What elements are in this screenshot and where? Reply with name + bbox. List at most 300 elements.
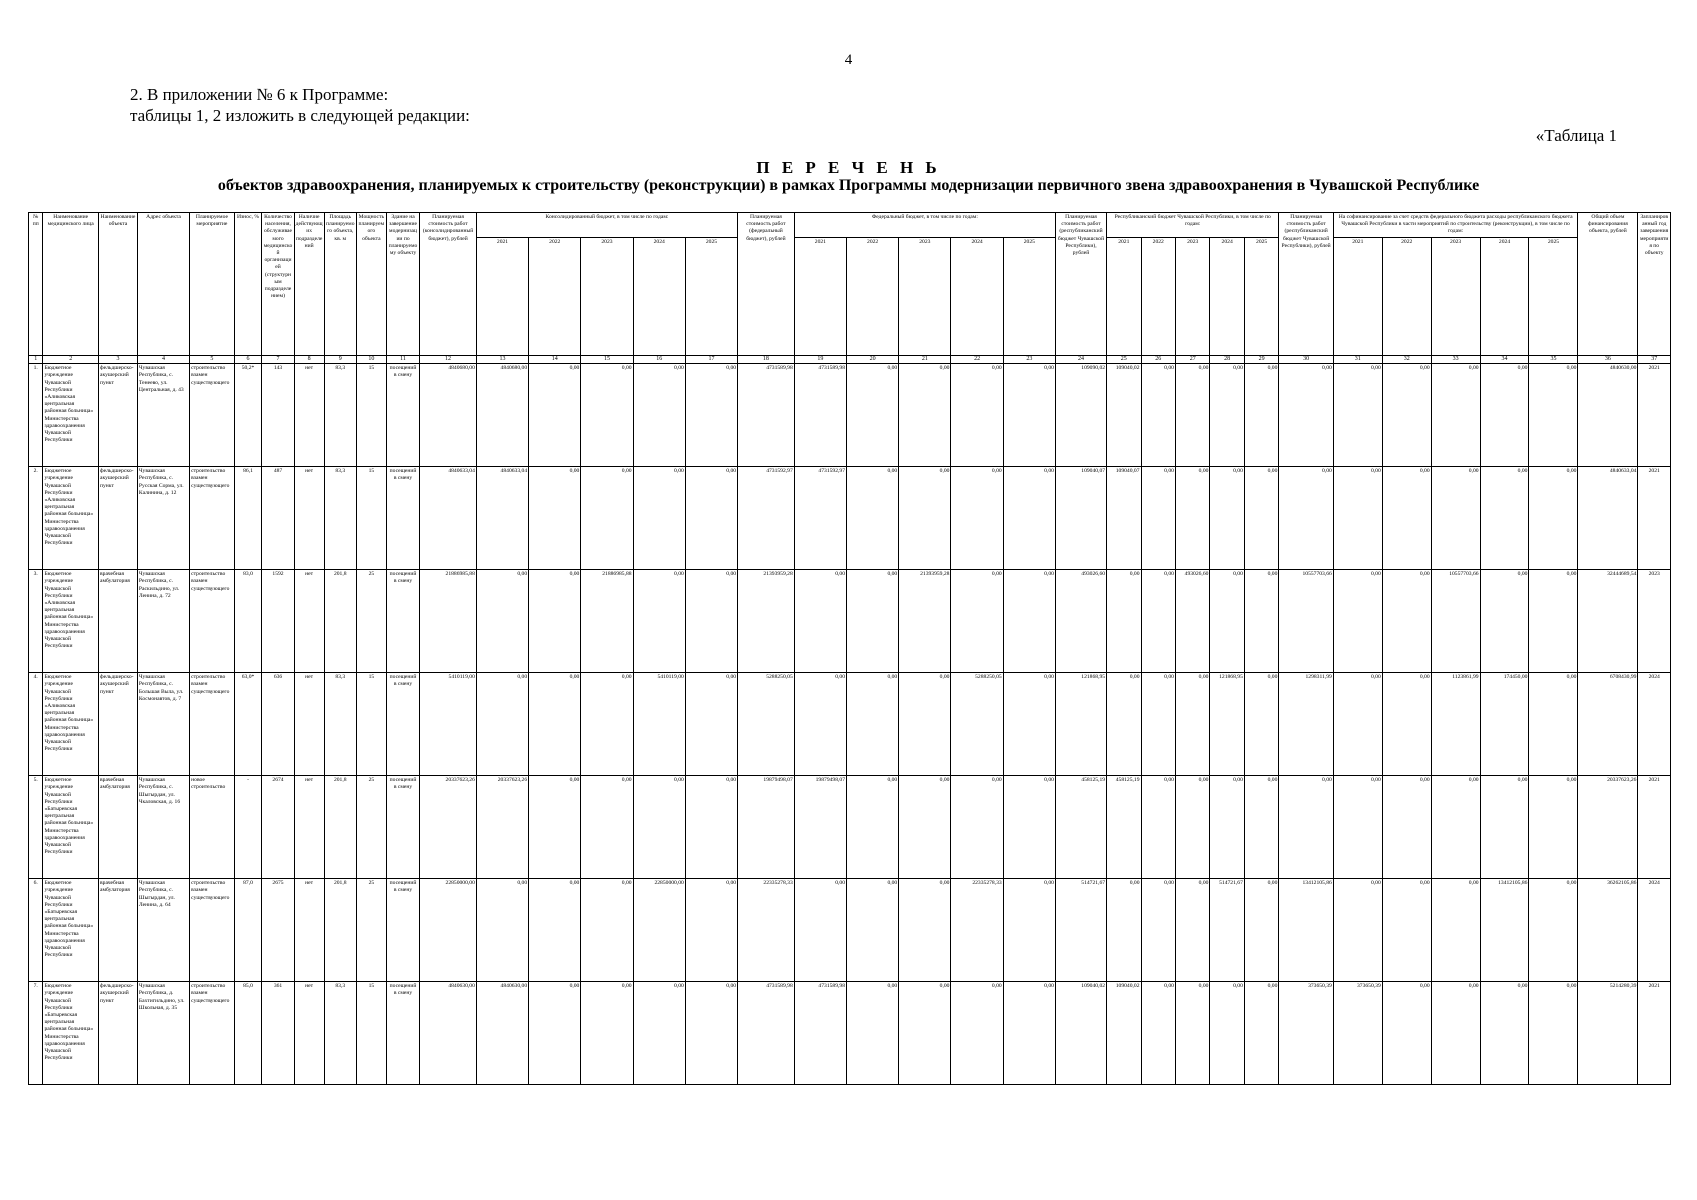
table-cell: 10557703,66 (1279, 570, 1333, 673)
table-cell: посещений в смену (386, 673, 419, 776)
table-cell: 0,00 (794, 570, 846, 673)
header-group-cell: Федеральный бюджет, в том числе по годам: (794, 213, 1055, 238)
table-cell: 2021 (1638, 364, 1671, 467)
table-cell: 15 (356, 673, 386, 776)
table-cell: 0,00 (1244, 673, 1279, 776)
table-cell: 0,00 (1529, 673, 1578, 776)
column-number-cell: 21 (899, 356, 951, 364)
column-number-cell: 2 (43, 356, 99, 364)
table-cell: 0,00 (1244, 879, 1279, 982)
table-cell: 0,00 (1333, 467, 1382, 570)
header-cell: Общий объем финансирования объекта, рублей (1578, 213, 1638, 356)
table-cell: Бюджетное учреждение Чувашской Республики «Батыревская центральная районная больница» Министерства здравоохранения Чувашской Республики (43, 879, 99, 982)
table-cell: 0,00 (847, 982, 899, 1085)
table-cell: 514721,67 (1210, 879, 1244, 982)
table-cell: посещений в смену (386, 570, 419, 673)
column-number-cell: 30 (1279, 356, 1333, 364)
table-cell: 2021 (1638, 982, 1671, 1085)
table-cell: 1. (29, 364, 43, 467)
column-number-cell: 5 (190, 356, 234, 364)
header-row-1 (29, 213, 1671, 238)
table-cell: 0,00 (1480, 467, 1529, 570)
table-cell: 4731592,97 (738, 467, 795, 570)
table-cell: 15 (356, 467, 386, 570)
table-cell: 0,00 (1529, 879, 1578, 982)
table-cell: 0,00 (1431, 879, 1480, 982)
table-cell: 4840633,04 (476, 467, 528, 570)
table-cell: 0,00 (951, 364, 1003, 467)
table-cell: 0,00 (581, 364, 633, 467)
header-cell: Площадь планируемого объекта, кв. м (324, 213, 356, 356)
table-cell: 4840630,00 (1578, 364, 1638, 467)
header-group-cell: Консолидированный бюджет, в том числе по годам: (476, 213, 737, 238)
table-cell: 0,00 (1003, 673, 1055, 776)
table-cell: 0,00 (1382, 467, 1431, 570)
table-cell: 0,00 (1529, 776, 1578, 879)
document-title: П Е Р Е Ч Е Н Ь (756, 158, 941, 177)
column-number-cell: 14 (529, 356, 581, 364)
table-cell: нет (294, 673, 324, 776)
table-cell: 0,00 (1003, 467, 1055, 570)
column-number-cell: 18 (738, 356, 795, 364)
year-cell: 2025 (685, 237, 737, 355)
table-cell: 0,00 (899, 467, 951, 570)
table-cell: 0,00 (476, 879, 528, 982)
column-number-cell: 24 (1055, 356, 1106, 364)
column-number-cell: 9 (324, 356, 356, 364)
column-number-cell: 8 (294, 356, 324, 364)
table-cell: 0,00 (633, 776, 685, 879)
table-cell: 22335278,33 (951, 879, 1003, 982)
table-row (29, 364, 1671, 467)
table-cell: 0,00 (1279, 776, 1333, 879)
table-cell: 0,00 (951, 570, 1003, 673)
table-cell: 0,00 (1431, 982, 1480, 1085)
table-cell: 2021 (1638, 776, 1671, 879)
table-cell: 0,00 (1210, 982, 1244, 1085)
table-cell: 109040,02 (1107, 982, 1141, 1085)
table-cell: Чувашская Республика, с. Раскильдино, ул. Ленина, д. 72 (137, 570, 189, 673)
table-cell: 0,00 (685, 364, 737, 467)
table-row (29, 776, 1671, 879)
column-number-cell: 35 (1529, 356, 1578, 364)
column-number-cell: 29 (1244, 356, 1279, 364)
table-cell: 0,00 (633, 982, 685, 1085)
header-cell: Планируемое мероприятие (190, 213, 234, 356)
table-cell: Чувашская Республика, с. Большая Выла, ул. Космонавтов, д. 7 (137, 673, 189, 776)
table-cell: 109040,02 (1055, 982, 1106, 1085)
table-cell: 2023 (1638, 570, 1671, 673)
table-cell: 4731589,98 (738, 364, 795, 467)
year-cell: 2022 (1141, 237, 1175, 355)
table-cell: 0,00 (1210, 776, 1244, 879)
header-cell: Планируемая стоимость работ (республиканский бюджет Чувашской Республики), рублей (1279, 213, 1333, 356)
table-cell: 201,8 (324, 776, 356, 879)
table-cell: 0,00 (1431, 364, 1480, 467)
table-cell: Бюджетное учреждение Чувашской Республики «Батыревская центральная районная больница» Министерства здравоохранения Чувашской Республики (43, 776, 99, 879)
header-cell: Планируемая стоимость работ (федеральный бюджет), рублей (738, 213, 795, 356)
column-number-cell: 11 (386, 356, 419, 364)
table-cell: 13412105,86 (1480, 879, 1529, 982)
table-cell: 5288250,05 (951, 673, 1003, 776)
table-cell: 0,00 (1333, 364, 1382, 467)
table-cell: 0,00 (1175, 879, 1209, 982)
year-cell: 2021 (1333, 237, 1382, 355)
table-cell: 0,00 (529, 673, 581, 776)
table-cell: 0,00 (1480, 982, 1529, 1085)
year-cell: 2023 (581, 237, 633, 355)
table-cell: 0,00 (633, 364, 685, 467)
table-cell: 0,00 (1244, 570, 1279, 673)
table-cell: 1123861,99 (1431, 673, 1480, 776)
table-cell: 0,00 (847, 673, 899, 776)
document-subtitle: объектов здравоохранения, планируемых к строительству (реконструкции) в рамках Программы модернизации первичного звена здравоохранения в Чувашской Республике (217, 177, 1480, 194)
table-cell: Чувашская Республика, с. Русская Сорма, ул. Калинина, д. 12 (137, 467, 189, 570)
table-cell: 4. (29, 673, 43, 776)
table-cell: строительство взамен существующего (190, 879, 234, 982)
table-cell: 0,00 (1175, 364, 1209, 467)
table-cell: нет (294, 364, 324, 467)
table-cell: 0,00 (1279, 364, 1333, 467)
table-cell: 87,0 (234, 879, 262, 982)
table-cell: посещений в смену (386, 776, 419, 879)
table-cell: 4840630,00 (420, 982, 477, 1085)
table-cell: 4731592,97 (794, 467, 846, 570)
table-cell: 0,00 (633, 467, 685, 570)
table-cell: 32444689,54 (1578, 570, 1638, 673)
table-cell: 5288250,05 (738, 673, 795, 776)
table-cell: 0,00 (1244, 467, 1279, 570)
table-cell: 4840633,04 (420, 467, 477, 570)
intro-line-1: 2. В приложении № 6 к Программе: (130, 85, 389, 104)
table-cell: 0,00 (1107, 570, 1141, 673)
column-number-cell: 23 (1003, 356, 1055, 364)
table-cell: 2021 (1638, 467, 1671, 570)
table-cell: 0,00 (951, 982, 1003, 1085)
table-cell: фельдшерско-акушерский пункт (99, 364, 138, 467)
table-cell: 19879498,07 (738, 776, 795, 879)
table-cell: 63,0* (234, 673, 262, 776)
table-cell: 201,8 (324, 570, 356, 673)
header-cell: Наименование объекта (99, 213, 138, 356)
table-cell: фельдшерско-акушерский пункт (99, 673, 138, 776)
year-cell: 2021 (794, 237, 846, 355)
table-cell: 0,00 (1382, 776, 1431, 879)
table-cell: 0,00 (1210, 364, 1244, 467)
table-cell: 0,00 (1175, 982, 1209, 1085)
table-cell: 201,8 (324, 879, 356, 982)
table-cell: фельдшерско-акушерский пункт (99, 467, 138, 570)
table-cell: посещений в смену (386, 879, 419, 982)
table-cell: врачебная амбулатория (99, 570, 138, 673)
table-cell: 0,00 (529, 982, 581, 1085)
table-cell: 22850000,00 (633, 879, 685, 982)
table-cell: нет (294, 467, 324, 570)
header-cell: Адрес объекта (137, 213, 189, 356)
table-cell: 0,00 (1107, 673, 1141, 776)
table-cell: 0,00 (794, 673, 846, 776)
table-cell: 1298311,99 (1279, 673, 1333, 776)
year-cell: 2024 (1210, 237, 1244, 355)
table-cell: 458125,19 (1107, 776, 1141, 879)
header-cell: Мощность планируемого объекта (356, 213, 386, 356)
table-cell: 0,00 (1003, 364, 1055, 467)
table-cell: 4840633,04 (1578, 467, 1638, 570)
table-cell: 0,00 (951, 467, 1003, 570)
table-cell: посещений в смену (386, 982, 419, 1085)
table-cell: 0,00 (685, 776, 737, 879)
table-cell: 0,00 (1141, 879, 1175, 982)
objects-table (28, 212, 1671, 1085)
column-number-cell: 34 (1480, 356, 1529, 364)
table-cell: 0,00 (1382, 364, 1431, 467)
table-cell: 86,1 (234, 467, 262, 570)
table-cell: новое строительство (190, 776, 234, 879)
table-cell: 21393959,28 (738, 570, 795, 673)
column-number-cell: 37 (1638, 356, 1671, 364)
table-cell: 0,00 (1529, 570, 1578, 673)
table-cell: 0,00 (1244, 364, 1279, 467)
column-number-cell: 25 (1107, 356, 1141, 364)
table-cell: 0,00 (847, 570, 899, 673)
table-cell: 20337623,26 (420, 776, 477, 879)
table-cell: Бюджетное учреждение Чувашской Республики «Аликовская центральная районная больница» Министерства здравоохранения Чувашской Республики (43, 570, 99, 673)
table-cell: 0,00 (1382, 570, 1431, 673)
table-cell: 1592 (262, 570, 294, 673)
table-cell: нет (294, 570, 324, 673)
table-cell: 21886985,88 (420, 570, 477, 673)
table-cell: 20337623,26 (1578, 776, 1638, 879)
table-cell: 0,00 (529, 879, 581, 982)
table-cell: 15 (356, 364, 386, 467)
year-cell: 2023 (1175, 237, 1209, 355)
table-cell: 0,00 (899, 776, 951, 879)
table-cell: 0,00 (847, 364, 899, 467)
table-cell: 0,00 (1141, 982, 1175, 1085)
table-cell: 0,00 (899, 364, 951, 467)
column-number-cell: 33 (1431, 356, 1480, 364)
table-cell: 0,00 (685, 467, 737, 570)
table-cell: 0,00 (1210, 570, 1244, 673)
table-cell: 361 (262, 982, 294, 1085)
year-cell: 2023 (899, 237, 951, 355)
table-cell: 50,2* (234, 364, 262, 467)
table-cell: 5214280,39 (1578, 982, 1638, 1085)
intro-text (130, 84, 470, 126)
table-cell: нет (294, 879, 324, 982)
table-cell: строительство взамен существующего (190, 673, 234, 776)
table-cell: 25 (356, 776, 386, 879)
table-cell: 487 (262, 467, 294, 570)
table-cell: 0,00 (476, 673, 528, 776)
table-cell: 2024 (1638, 879, 1671, 982)
table-cell: 20337623,26 (476, 776, 528, 879)
table-cell: 83,3 (324, 467, 356, 570)
table-cell: врачебная амбулатория (99, 879, 138, 982)
column-number-cell: 15 (581, 356, 633, 364)
year-cell: 2025 (1529, 237, 1578, 355)
column-number-cell: 20 (847, 356, 899, 364)
year-cell: 2022 (1382, 237, 1431, 355)
table-row (29, 982, 1671, 1085)
table-cell: нет (294, 982, 324, 1085)
table-cell: 83,0 (234, 570, 262, 673)
table-cell: 514721,67 (1055, 879, 1106, 982)
table-cell: 6. (29, 879, 43, 982)
table-cell: 5410119,00 (633, 673, 685, 776)
table-cell: 2675 (262, 879, 294, 982)
table-cell: 0,00 (685, 982, 737, 1085)
table-cell: 0,00 (581, 467, 633, 570)
column-number-cell: 13 (476, 356, 528, 364)
table-cell: 0,00 (529, 776, 581, 879)
table-cell: 0,00 (1003, 570, 1055, 673)
table-cell: 0,00 (581, 776, 633, 879)
table-cell: 4731589,98 (738, 982, 795, 1085)
table-cell: 2674 (262, 776, 294, 879)
table-cell: 0,00 (529, 570, 581, 673)
column-number-cell: 16 (633, 356, 685, 364)
header-cell: № пп (29, 213, 43, 356)
table-cell: 0,00 (633, 570, 685, 673)
column-number-cell: 1 (29, 356, 43, 364)
header-group-cell: Республиканский бюджет Чувашской Республики, в том числе по годам: (1107, 213, 1279, 238)
table-cell: 5. (29, 776, 43, 879)
table-cell: 2024 (1638, 673, 1671, 776)
table-row (29, 673, 1671, 776)
table-cell: 3. (29, 570, 43, 673)
table-cell: 373650,39 (1279, 982, 1333, 1085)
table-cell: - (234, 776, 262, 879)
table-cell: 0,00 (1279, 467, 1333, 570)
table-cell: Бюджетное учреждение Чувашской Республики «Аликовская центральная районная больница» Министерства здравоохранения Чувашской Республики (43, 673, 99, 776)
column-number-cell: 17 (685, 356, 737, 364)
header-cell: Наименование медицинского лица (43, 213, 99, 356)
table-cell: 83,3 (324, 364, 356, 467)
table-cell: 0,00 (581, 879, 633, 982)
year-cell: 2023 (1431, 237, 1480, 355)
table-cell: 0,00 (1003, 776, 1055, 879)
column-number-cell: 28 (1210, 356, 1244, 364)
header-cell: Износ, % (234, 213, 262, 356)
table-cell: 22850000,00 (420, 879, 477, 982)
table-cell: 0,00 (899, 673, 951, 776)
table-cell: 5410119,00 (420, 673, 477, 776)
table-cell: 0,00 (847, 776, 899, 879)
column-number-cell: 36 (1578, 356, 1638, 364)
table-cell: 143 (262, 364, 294, 467)
table-cell: 493026,60 (1175, 570, 1209, 673)
table-cell: 109090,02 (1055, 364, 1106, 467)
table-cell: строительство взамен существующего (190, 364, 234, 467)
column-number-row (29, 356, 1671, 364)
table-cell: 0,00 (1382, 982, 1431, 1085)
intro-line-2: таблицы 1, 2 изложить в следующей редакции: (130, 106, 470, 125)
column-number-cell: 32 (1382, 356, 1431, 364)
table-cell: 4840630,00 (476, 982, 528, 1085)
table-cell: 0,00 (1244, 776, 1279, 879)
year-cell: 2024 (951, 237, 1003, 355)
table-row (29, 467, 1671, 570)
table-cell: 25 (356, 570, 386, 673)
table-cell: 0,00 (1175, 673, 1209, 776)
table-cell: 0,00 (685, 673, 737, 776)
table-cell: 0,00 (685, 570, 737, 673)
table-cell: 10557703,66 (1431, 570, 1480, 673)
column-number-cell: 10 (356, 356, 386, 364)
table-cell: 0,00 (1141, 467, 1175, 570)
table-cell: 0,00 (1003, 879, 1055, 982)
table-cell: 109040,02 (1107, 364, 1141, 467)
table-cell: Чувашская Республика, с. Шыгырдан, ул. Ленина, д. 64 (137, 879, 189, 982)
table-cell: 0,00 (685, 879, 737, 982)
table-cell: 4731589,98 (794, 364, 846, 467)
table-cell: 0,00 (1382, 673, 1431, 776)
year-cell: 2022 (847, 237, 899, 355)
column-number-cell: 6 (234, 356, 262, 364)
table-cell: посещений в смену (386, 364, 419, 467)
table-cell: 0,00 (529, 364, 581, 467)
table-reference: «Таблица 1 (1535, 126, 1617, 145)
table-cell: 0,00 (1333, 879, 1382, 982)
table-cell: 2. (29, 467, 43, 570)
table-cell: 109040,07 (1055, 467, 1106, 570)
table-cell: 4840680,00 (420, 364, 477, 467)
column-number-cell: 31 (1333, 356, 1382, 364)
table-cell: фельдшерско-акушерский пункт (99, 982, 138, 1085)
table-cell: 0,00 (529, 467, 581, 570)
table-cell: 0,00 (1141, 673, 1175, 776)
year-cell: 2025 (1244, 237, 1279, 355)
column-number-cell: 7 (262, 356, 294, 364)
table-cell: Чувашская Республика, д. Бахтигильдино, ул. Школьная, д. 35 (137, 982, 189, 1085)
table-cell: 0,00 (1431, 776, 1480, 879)
table-cell: 0,00 (1431, 467, 1480, 570)
table-cell: 0,00 (847, 879, 899, 982)
table-cell: 19879498,07 (794, 776, 846, 879)
table-cell: 458125,19 (1055, 776, 1106, 879)
table-cell: 21393959,28 (899, 570, 951, 673)
column-number-cell: 26 (1141, 356, 1175, 364)
table-body (29, 364, 1671, 1085)
table-cell: 0,00 (899, 879, 951, 982)
table-cell: 0,00 (476, 570, 528, 673)
table-cell: Чувашская Республика, с. Тенеево, ул. Центральная, д. 43 (137, 364, 189, 467)
year-cell: 2022 (529, 237, 581, 355)
year-cell: 2024 (1480, 237, 1529, 355)
table-cell: 22335278,33 (738, 879, 795, 982)
column-number-cell: 22 (951, 356, 1003, 364)
table-row (29, 879, 1671, 982)
year-cell: 2025 (1003, 237, 1055, 355)
table-cell: 0,00 (1480, 570, 1529, 673)
year-cell: 2021 (476, 237, 528, 355)
table-cell: 13412105,86 (1279, 879, 1333, 982)
table-cell: 83,3 (324, 982, 356, 1085)
table-cell: 636 (262, 673, 294, 776)
table-cell: 0,00 (1210, 467, 1244, 570)
column-number-cell: 4 (137, 356, 189, 364)
table-cell: 4731589,98 (794, 982, 846, 1085)
header-group-cell: На софинансирование за счет средств федерального бюджета расходы республиканского бюджета Чувашской Республики в части мероприятий по строительству (реконструкции), в том числе по годам: (1333, 213, 1578, 238)
table-cell: 0,00 (1529, 982, 1578, 1085)
table-cell: 6708430,99 (1578, 673, 1638, 776)
table-cell: 373650,39 (1333, 982, 1382, 1085)
year-cell: 2021 (1107, 237, 1141, 355)
table-cell: 0,00 (1244, 982, 1279, 1085)
table-cell: 0,00 (581, 982, 633, 1085)
column-number-cell: 27 (1175, 356, 1209, 364)
